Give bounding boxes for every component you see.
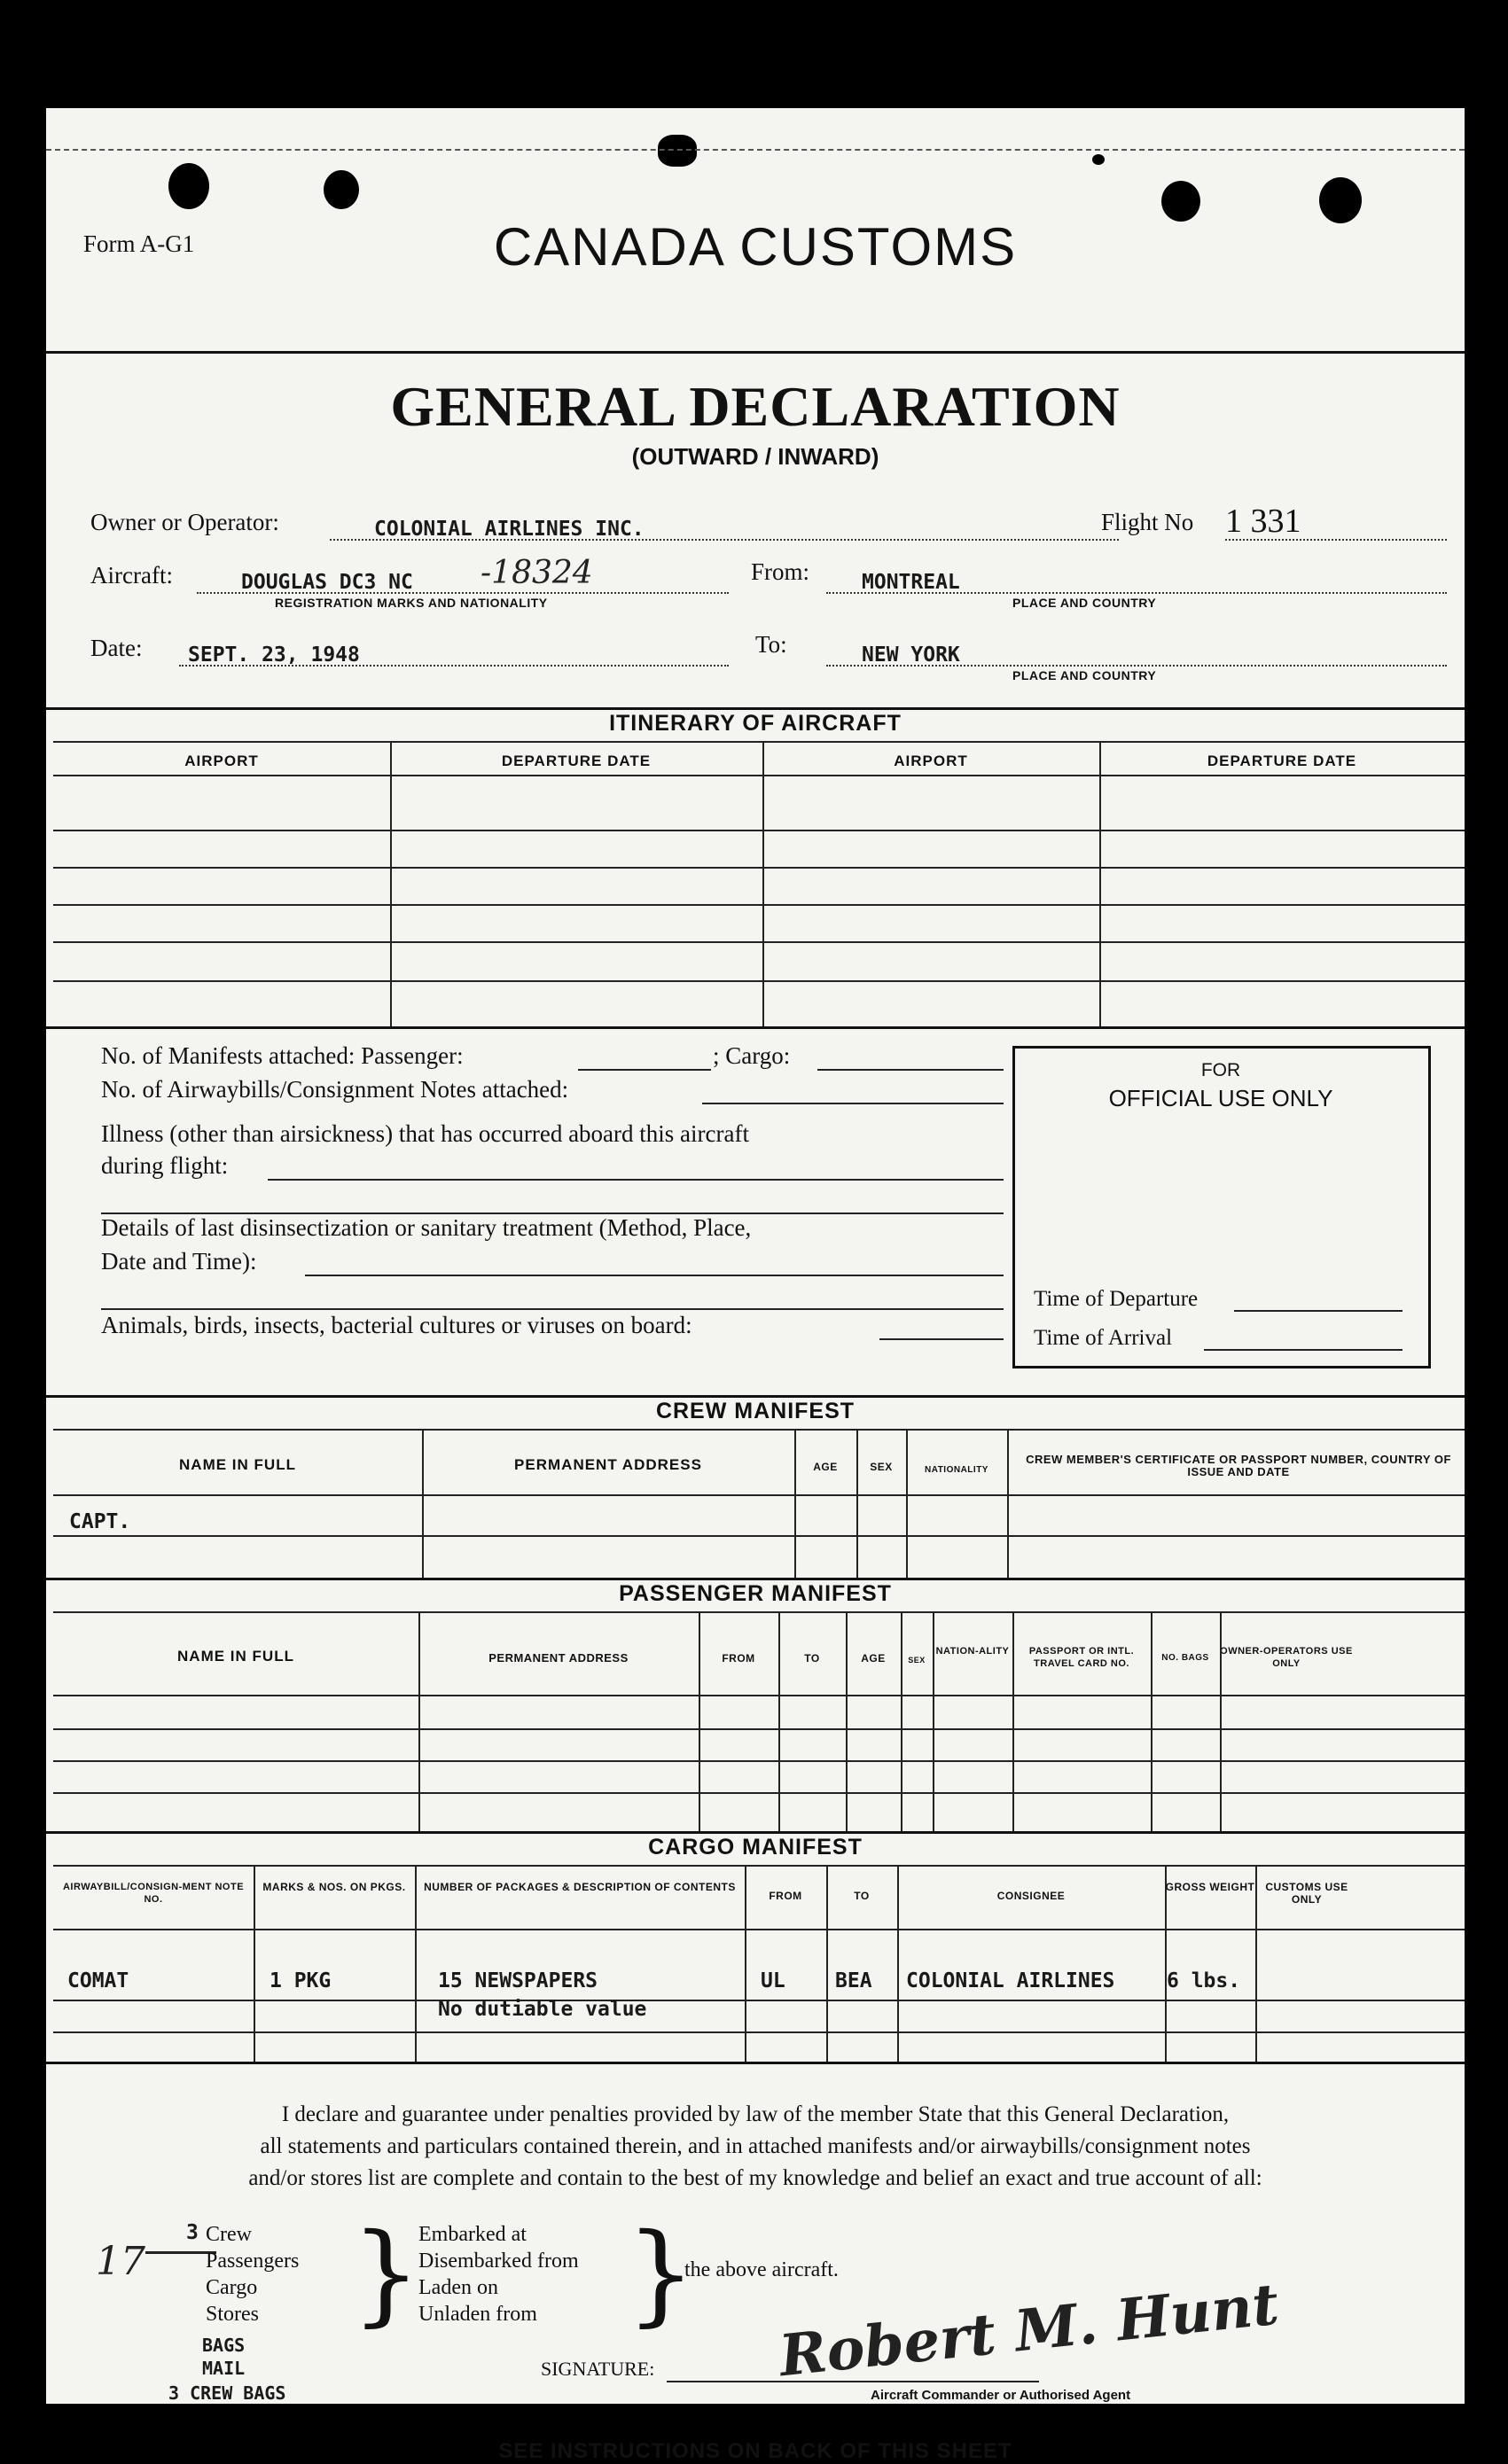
disinsect-label-2: Date and Time): [101,1248,257,1275]
table-row [53,830,1465,831]
cargo-header-consignee: CONSIGNEE [996,1890,1066,1902]
tear-mark [596,37,619,99]
manifests-label: No. of Manifests attached: Passenger: [101,1042,464,1069]
action-disembarked: Disembarked from [418,2250,579,2273]
tear-mark [1092,154,1105,165]
place-caption: PLACE AND COUNTRY [1012,668,1157,682]
cargo-packages-note[interactable]: No dutiable value [438,1998,647,2021]
divider [53,1429,1465,1431]
column-line [1151,1611,1152,1831]
illness-line [268,1179,1004,1181]
signature-label: SIGNATURE: [541,2358,655,2380]
itinerary-header-departure: DEPARTURE DATE [501,752,652,769]
tear-mark [658,135,697,167]
crew-title: CREW MANIFEST [655,1399,856,1423]
guarantee-line-2: all statements and particulars contained therein, and in attached manifests and/or airwaybills/consignment notes [260,2134,1251,2158]
page-title: GENERAL DECLARATION [390,375,1121,438]
cargo-weight[interactable]: 6 lbs. [1167,1969,1241,1992]
arrival-time-line [1204,1349,1403,1351]
crew-header-nationality: NATIONALITY [925,1465,988,1475]
column-line [778,1611,780,1831]
column-line [794,1429,796,1578]
column-line [762,741,764,1026]
arrival-time-label: Time of Arrival [1034,1326,1173,1350]
divider [46,1026,1465,1029]
table-row [53,1792,1465,1794]
flight-value[interactable]: 1 331 [1225,503,1301,540]
cargo-header-from: FROM [769,1890,802,1902]
column-line [1220,1611,1222,1831]
extra-crew-bags[interactable]: 3 CREW BAGS [168,2382,286,2404]
divider [46,1578,1465,1580]
disinsect-label: Details of last disinsectization or sanitary treatment (Method, Place, [101,1214,752,1241]
divider [46,1395,1465,1398]
table-row [53,941,1465,943]
signature-handwritten[interactable]: Robert M. Hunt [776,2271,1282,2390]
airwaybills-label: No. of Airwaybills/Consignment Notes attached: [101,1076,569,1103]
action-unladen: Unladen from [418,2303,537,2326]
cargo-note-no[interactable]: COMAT [67,1969,129,1992]
animals-line [879,1338,1004,1340]
handwritten-count[interactable]: 17 [96,2239,145,2284]
cargo-title: CARGO MANIFEST [648,1835,863,1860]
cargo-packages[interactable]: 15 NEWSPAPERS [438,1969,598,1992]
cargo-from[interactable]: UL [761,1969,785,1992]
crew-header-name: NAME IN FULL [179,1456,296,1473]
official-use-label: FOR [1200,1060,1241,1080]
aircraft-label: Aircraft: [90,562,173,589]
crew-count[interactable]: 3 [186,2221,199,2244]
action-laden: Laden on [418,2276,498,2299]
column-line [390,741,392,1026]
table-row [53,1728,1465,1730]
cargo-header-packages: NUMBER OF PACKAGES & DESCRIPTION OF CONTENTS [424,1881,736,1893]
direction-subtitle: (OUTWARD / INWARD) [631,443,879,470]
itinerary-header-airport: AIRPORT [184,752,259,769]
cargo-line [817,1069,1004,1071]
guarantee-line-1: I declare and guarantee under penalties provided by law of the member State that this General Declaration, [281,2102,1230,2126]
form-number: Form A-G1 [83,230,195,257]
passenger-title: PASSENGER MANIFEST [619,1581,892,1606]
manifests-line [578,1069,711,1071]
extra-bags[interactable]: BAGS [202,2335,246,2356]
column-line [856,1429,858,1578]
illness-label: Illness (other than airsickness) that has occurred aboard this aircraft [101,1120,749,1147]
divider [53,1865,1465,1867]
table-row [53,1535,1465,1537]
divider [46,1831,1465,1834]
column-line [699,1611,700,1831]
aircraft-value[interactable]: DOUGLAS DC3 NC [241,571,413,594]
cargo-header-customs: CUSTOMS USE ONLY [1265,1881,1348,1906]
passenger-header-nationality: NATION-ALITY [935,1646,1010,1657]
passenger-header-to: TO [804,1652,820,1665]
table-row [53,2000,1465,2001]
disinsect-line [101,1308,1004,1310]
column-line [418,1611,420,1831]
passenger-header-owner: OWNER-OPERATORS USE ONLY [1220,1646,1353,1669]
from-label: From: [751,558,810,585]
itinerary-header-departure: DEPARTURE DATE [1207,752,1357,769]
animals-label: Animals, birds, insects, bacterial cultures or viruses on board: [101,1312,692,1338]
owner-value[interactable]: COLONIAL AIRLINES INC. [374,518,645,541]
to-label: To: [755,631,787,658]
punch-hole-icon [168,163,209,209]
extra-mail[interactable]: MAIL [202,2358,246,2379]
column-line [1007,1429,1009,1578]
guarantee-line-3: and/or stores list are complete and contain to the best of my knowledge and belief an exact and true account of all: [248,2166,1262,2190]
passenger-header-bags: NO. BAGS [1161,1653,1209,1663]
table-row [53,1760,1465,1762]
cargo-to[interactable]: BEA [835,1969,872,1992]
table-row [53,2031,1465,2033]
crew-header-age: AGE [813,1461,838,1473]
column-line [1012,1611,1014,1831]
column-line [906,1429,908,1578]
action-embarked: Embarked at [418,2223,527,2246]
crew-row-name[interactable]: CAPT. [69,1510,131,1533]
owner-label: Owner or Operator: [90,509,279,535]
illness-label-2: during flight: [101,1152,229,1179]
date-value[interactable]: SEPT. 23, 1948 [188,643,360,667]
column-line [901,1611,902,1831]
passenger-header-passport: PASSPORT OR INTL. TRAVEL CARD NO. [1028,1646,1135,1669]
brace: } [626,2211,696,2338]
cargo-label: ; Cargo: [713,1042,791,1069]
table-row [53,775,1465,776]
agency-title: CANADA CUSTOMS [493,217,1018,277]
aircraft-registration[interactable]: -18324 [481,555,593,591]
from-value[interactable]: MONTREAL [862,571,960,594]
passenger-header-sex: SEX [908,1656,926,1665]
column-line [933,1611,934,1831]
cargo-header-weight: GROSS WEIGHT [1165,1881,1255,1893]
divider [53,1611,1465,1613]
crew-header-sex: SEX [870,1461,893,1473]
perforation-line [46,149,1465,151]
departure-time-label: Time of Departure [1034,1287,1199,1311]
passenger-header-from: FROM [722,1652,755,1665]
table-row [53,1695,1465,1696]
departure-time-line [1234,1310,1403,1312]
itinerary-title: ITINERARY OF AIRCRAFT [609,711,902,736]
table-row [53,904,1465,906]
divider [46,351,1465,354]
passenger-header-name: NAME IN FULL [177,1648,294,1665]
cargo-header-marks: MARKS & NOS. ON PKGS. [262,1881,406,1893]
divider [46,707,1465,710]
flight-label: Flight No [1101,509,1194,535]
summary-crew: Crew [206,2223,252,2246]
summary-stores: Stores [206,2303,259,2326]
summary-passengers: Passengers [206,2250,300,2273]
cargo-header-note-no: AIRWAYBILL/CONSIGN-MENT NOTE NO. [62,1882,245,1905]
official-use-title: OFFICIAL USE ONLY [1108,1085,1333,1111]
column-line [422,1429,424,1578]
table-row [53,980,1465,982]
crew-header-certificate: CREW MEMBER'S CERTIFICATE OR PASSPORT NUMBER, COUNTRY OF ISSUE AND DATE [1026,1453,1451,1478]
table-row [53,867,1465,869]
to-value[interactable]: NEW YORK [862,643,960,667]
place-caption: PLACE AND COUNTRY [1012,596,1157,610]
passenger-header-age: AGE [861,1652,886,1665]
divider [46,2062,1465,2064]
brace: } [351,2211,421,2338]
table-row [53,1929,1465,1930]
date-label: Date: [90,635,143,661]
divider [53,741,1465,743]
cargo-marks[interactable]: 1 PKG [270,1969,332,1992]
disinsect-line [305,1275,1004,1276]
summary-cargo: Cargo [206,2276,258,2299]
cargo-consignee[interactable]: COLONIAL AIRLINES [906,1969,1115,1992]
column-line [846,1611,848,1831]
punch-hole-icon [324,170,359,209]
cargo-header-to: TO [854,1890,870,1902]
declaration-form [46,108,1465,2463]
footer-instructions: SEE INSTRUCTIONS ON BACK OF THIS SHEET [498,2439,1012,2463]
airwaybills-line [702,1103,1004,1104]
table-row [53,1494,1465,1496]
crew-header-address: PERMANENT ADDRESS [514,1456,702,1473]
passenger-header-address: PERMANENT ADDRESS [488,1651,629,1665]
registration-caption: REGISTRATION MARKS AND NATIONALITY [275,596,548,610]
column-line [1099,741,1101,1026]
aircraft-text: the above aircraft. [684,2258,839,2281]
signature-caption: Aircraft Commander or Authorised Agent [871,2388,1131,2403]
itinerary-header-airport: AIRPORT [894,752,968,769]
